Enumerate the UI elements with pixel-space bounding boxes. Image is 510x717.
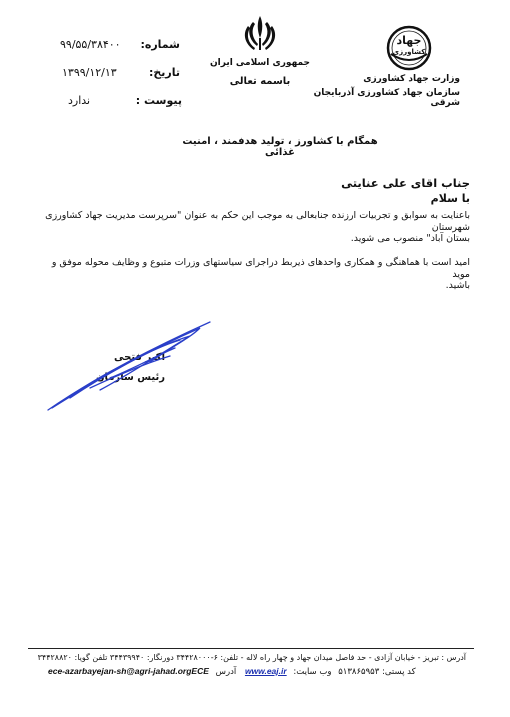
country-name: جمهوری اسلامی ایران	[209, 58, 311, 68]
iran-emblem-icon	[240, 12, 280, 54]
number-value: ۹۹/۵۵/۳۸۴۰۰	[60, 38, 121, 51]
ministry-name: وزارت جهاد کشاورزی	[363, 74, 460, 84]
addressee: جناب اقای علی عنایتی	[341, 176, 470, 190]
postal-code: کد پستی: ۵۱۳۸۶۵۹۵۳	[338, 667, 416, 677]
logo-text-top: جهاد	[396, 34, 422, 47]
organization-name: سازمان جهاد کشاورزی آذربایجان شرقی	[313, 88, 460, 108]
jahad-logo	[385, 24, 433, 72]
website-link[interactable]: www.eaj.ir	[244, 666, 287, 676]
slogan: همگام با کشاورز ، تولید هدفمند ، امنیت غذائی	[182, 136, 378, 158]
number-row	[60, 38, 180, 54]
date-value: ۱۳۹۹/۱۲/۱۳	[62, 66, 117, 79]
paragraph1-line1: باعنایت به سوابق و تجربیات ارزنده جنابعالی به موجب این حکم به عنوان "سرپرست مدیریت جهاد کشاورزی شهرستان	[45, 210, 470, 233]
footer-contact-row	[48, 666, 466, 680]
attachment-label: پیوست :	[135, 94, 182, 107]
footer-address: آدرس : تبریز - خیابان آزادی - حد فاصل میدان جهاد و چهار راه لاله - تلفن: ۶-۳۴۴۲۸۰۰۰ دورنگار: ۳۴۴۳۹۹۴۰ تلفن گویا: ۳۴۴۲۸۸۲۰	[37, 653, 466, 662]
logo-text-bottom: کشاورزی	[392, 48, 426, 56]
signer-name: اکبر فتحی	[114, 352, 165, 363]
number-label: شماره:	[140, 38, 180, 51]
signer-title: رئیس سازمان	[95, 372, 165, 383]
paragraph1-line2: بستان آباد" منصوب می شوید.	[350, 233, 470, 244]
email-label: آدرس	[215, 667, 237, 677]
paragraph2-line2: باشید.	[445, 280, 470, 291]
date-label: تاریخ:	[148, 66, 180, 79]
email-suffix: ECE	[191, 666, 209, 676]
greeting: با سلام	[430, 192, 470, 205]
attachment-row	[60, 94, 182, 110]
bismillah: باسمه تعالی	[229, 76, 291, 87]
signature-scribble-icon	[40, 318, 220, 418]
paragraph2-line1: امید است با هماهنگی و همکاری واحدهای ذیربط دراجرای سیاستهای وزرات متبوع و وظایف محوله موفق و موید	[51, 257, 470, 280]
website-label: وب سایت:	[293, 667, 332, 677]
footer-divider	[28, 648, 474, 649]
email-text[interactable]: ece-azarbayejan-sh@agri-jahad.org	[48, 666, 192, 676]
date-row	[60, 66, 180, 82]
attachment-value: ندارد	[68, 94, 91, 107]
